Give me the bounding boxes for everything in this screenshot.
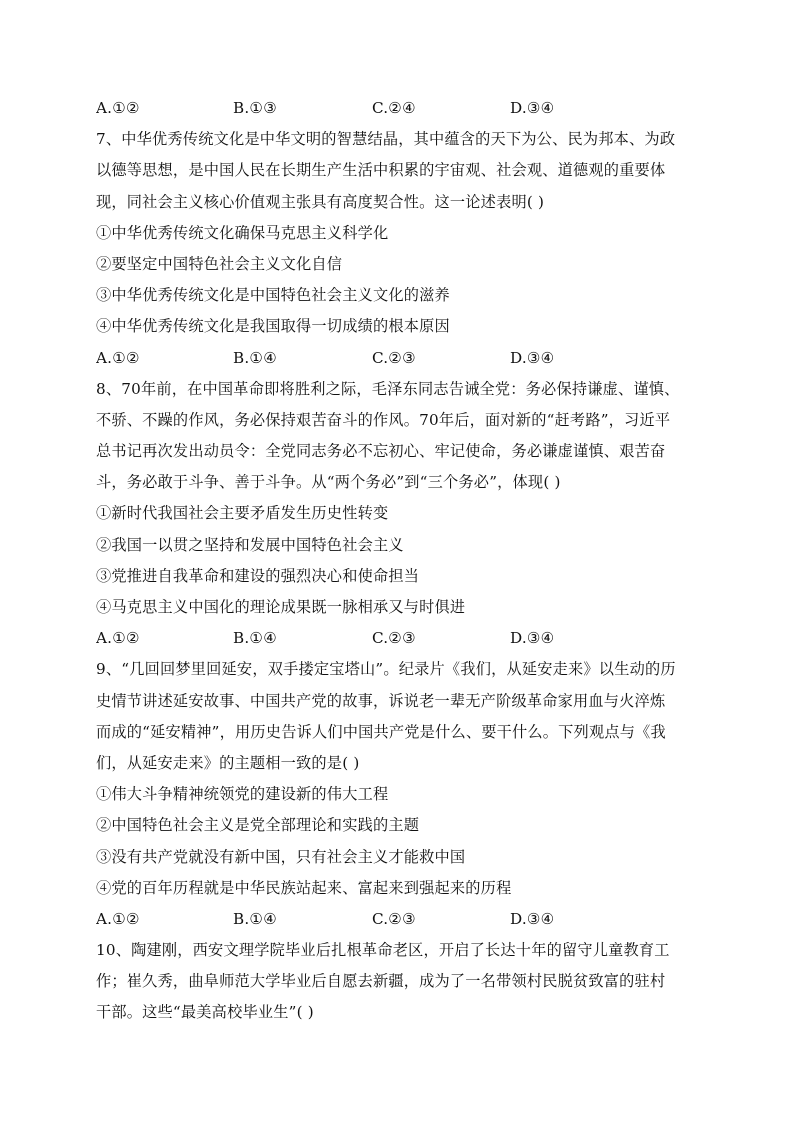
question-stem-line: 10、陶建刚，西安文理学院毕业后扎根革命老区，开启了长达十年的留守儿童教育工 xyxy=(96,941,670,960)
q8-options xyxy=(96,623,700,654)
statement-3: ③党推进自我革命和建设的强烈决心和使命担当 xyxy=(96,566,420,585)
statement-4: ④马克思主义中国化的理论成果既一脉相承又与时俱进 xyxy=(96,598,466,616)
question-stem-line: 们，从延安走来》的主题相一致的是( ) xyxy=(96,753,360,772)
q9-options xyxy=(96,904,700,935)
statement-1: ①新时代我国社会主要矛盾发生历史性转变 xyxy=(96,504,389,523)
option-d: D.③④ xyxy=(510,99,555,117)
statement-1: ①伟大斗争精神统领党的建设新的伟大工程 xyxy=(96,785,389,804)
question-stem-line: 而成的“延安精神”，用历史告诉人们中国共产党是什么、要干什么。下列观点与《我 xyxy=(96,722,666,741)
statement-1: ①中华优秀传统文化确保马克思主义科学化 xyxy=(96,223,389,242)
option-a: A.①② xyxy=(96,629,140,648)
option-a: A.①② xyxy=(96,909,140,928)
statement-3: ③没有共产党就没有新中国，只有社会主义才能救中国 xyxy=(96,847,466,866)
statement-3: ③中华优秀传统文化是中国特色社会主义文化的滋养 xyxy=(96,286,450,305)
question-stem-line: 总书记再次发出动员令：全党同志务必不忘初心、牢记使命，务必谦虚谨慎、艰苦奋 xyxy=(96,442,666,461)
question-8 xyxy=(96,374,700,655)
exam-content xyxy=(96,93,700,1029)
question-stem-line: 9、“几回回梦里回延安，双手搂定宝塔山”。纪录片《我们，从延安走来》以生动的历 xyxy=(96,660,676,679)
option-d: D.③④ xyxy=(510,348,555,367)
question-9 xyxy=(96,654,700,935)
option-b: B.①③ xyxy=(233,99,278,117)
question-stem-line: 斗，务必敢于斗争、善于斗争。从“两个务必”到“三个务必”，体现( ) xyxy=(96,473,561,492)
option-c: C.②③ xyxy=(372,629,416,648)
option-b: B.①④ xyxy=(233,629,278,648)
question-stem-line: 现，同社会主义核心价值观主张具有高度契合性。这一论述表明( ) xyxy=(96,192,545,211)
statement-4: ④党的百年历程就是中华民族站起来、富起来到强起来的历程 xyxy=(96,878,512,897)
question-10 xyxy=(96,935,700,1029)
option-c: C.②④ xyxy=(372,99,416,117)
question-stem-line: 不骄、不躁的作风，务必保持艰苦奋斗的作风。70年后，面对新的“赶考路”，习近平 xyxy=(96,410,671,429)
question-stem-line: 7、中华优秀传统文化是中华文明的智慧结晶，其中蕴含的天下为公、民为邦本、为政 xyxy=(96,130,676,149)
option-c: C.②③ xyxy=(372,348,416,367)
option-d: D.③④ xyxy=(510,909,555,928)
question-stem-line: 以德等思想，是中国人民在长期生产生活中积累的宇宙观、社会观、道德观的重要体 xyxy=(96,161,666,180)
q6-options xyxy=(96,93,700,124)
option-a: A.①② xyxy=(96,348,140,367)
statement-2: ②中国特色社会主义是党全部理论和实践的主题 xyxy=(96,816,420,835)
option-c: C.②③ xyxy=(372,909,416,928)
option-b: B.①④ xyxy=(233,909,278,928)
question-7 xyxy=(96,124,700,374)
statement-4: ④中华优秀传统文化是我国取得一切成绩的根本原因 xyxy=(96,317,450,336)
question-stem-line: 作；崔久秀，曲阜师范大学毕业后自愿去新疆，成为了一名带领村民脱贫致富的驻村 xyxy=(96,972,666,991)
statement-2: ②我国一以贯之坚持和发展中国特色社会主义 xyxy=(96,535,404,554)
option-d: D.③④ xyxy=(510,629,555,648)
option-b: B.①④ xyxy=(233,348,278,367)
statement-2: ②要坚定中国特色社会主义文化自信 xyxy=(96,254,343,273)
option-a: A.①② xyxy=(96,99,140,117)
q7-options xyxy=(96,343,700,374)
question-stem-line: 史情节讲述延安故事、中国共产党的故事，诉说老一辈无产阶级革命家用血与火淬炼 xyxy=(96,691,666,710)
question-stem-line: 干部。这些“最美高校毕业生”( ) xyxy=(96,1003,314,1022)
question-stem-line: 8、70年前，在中国革命即将胜利之际，毛泽东同志告诫全党：务必保持谦虚、谨慎、 xyxy=(96,379,680,398)
